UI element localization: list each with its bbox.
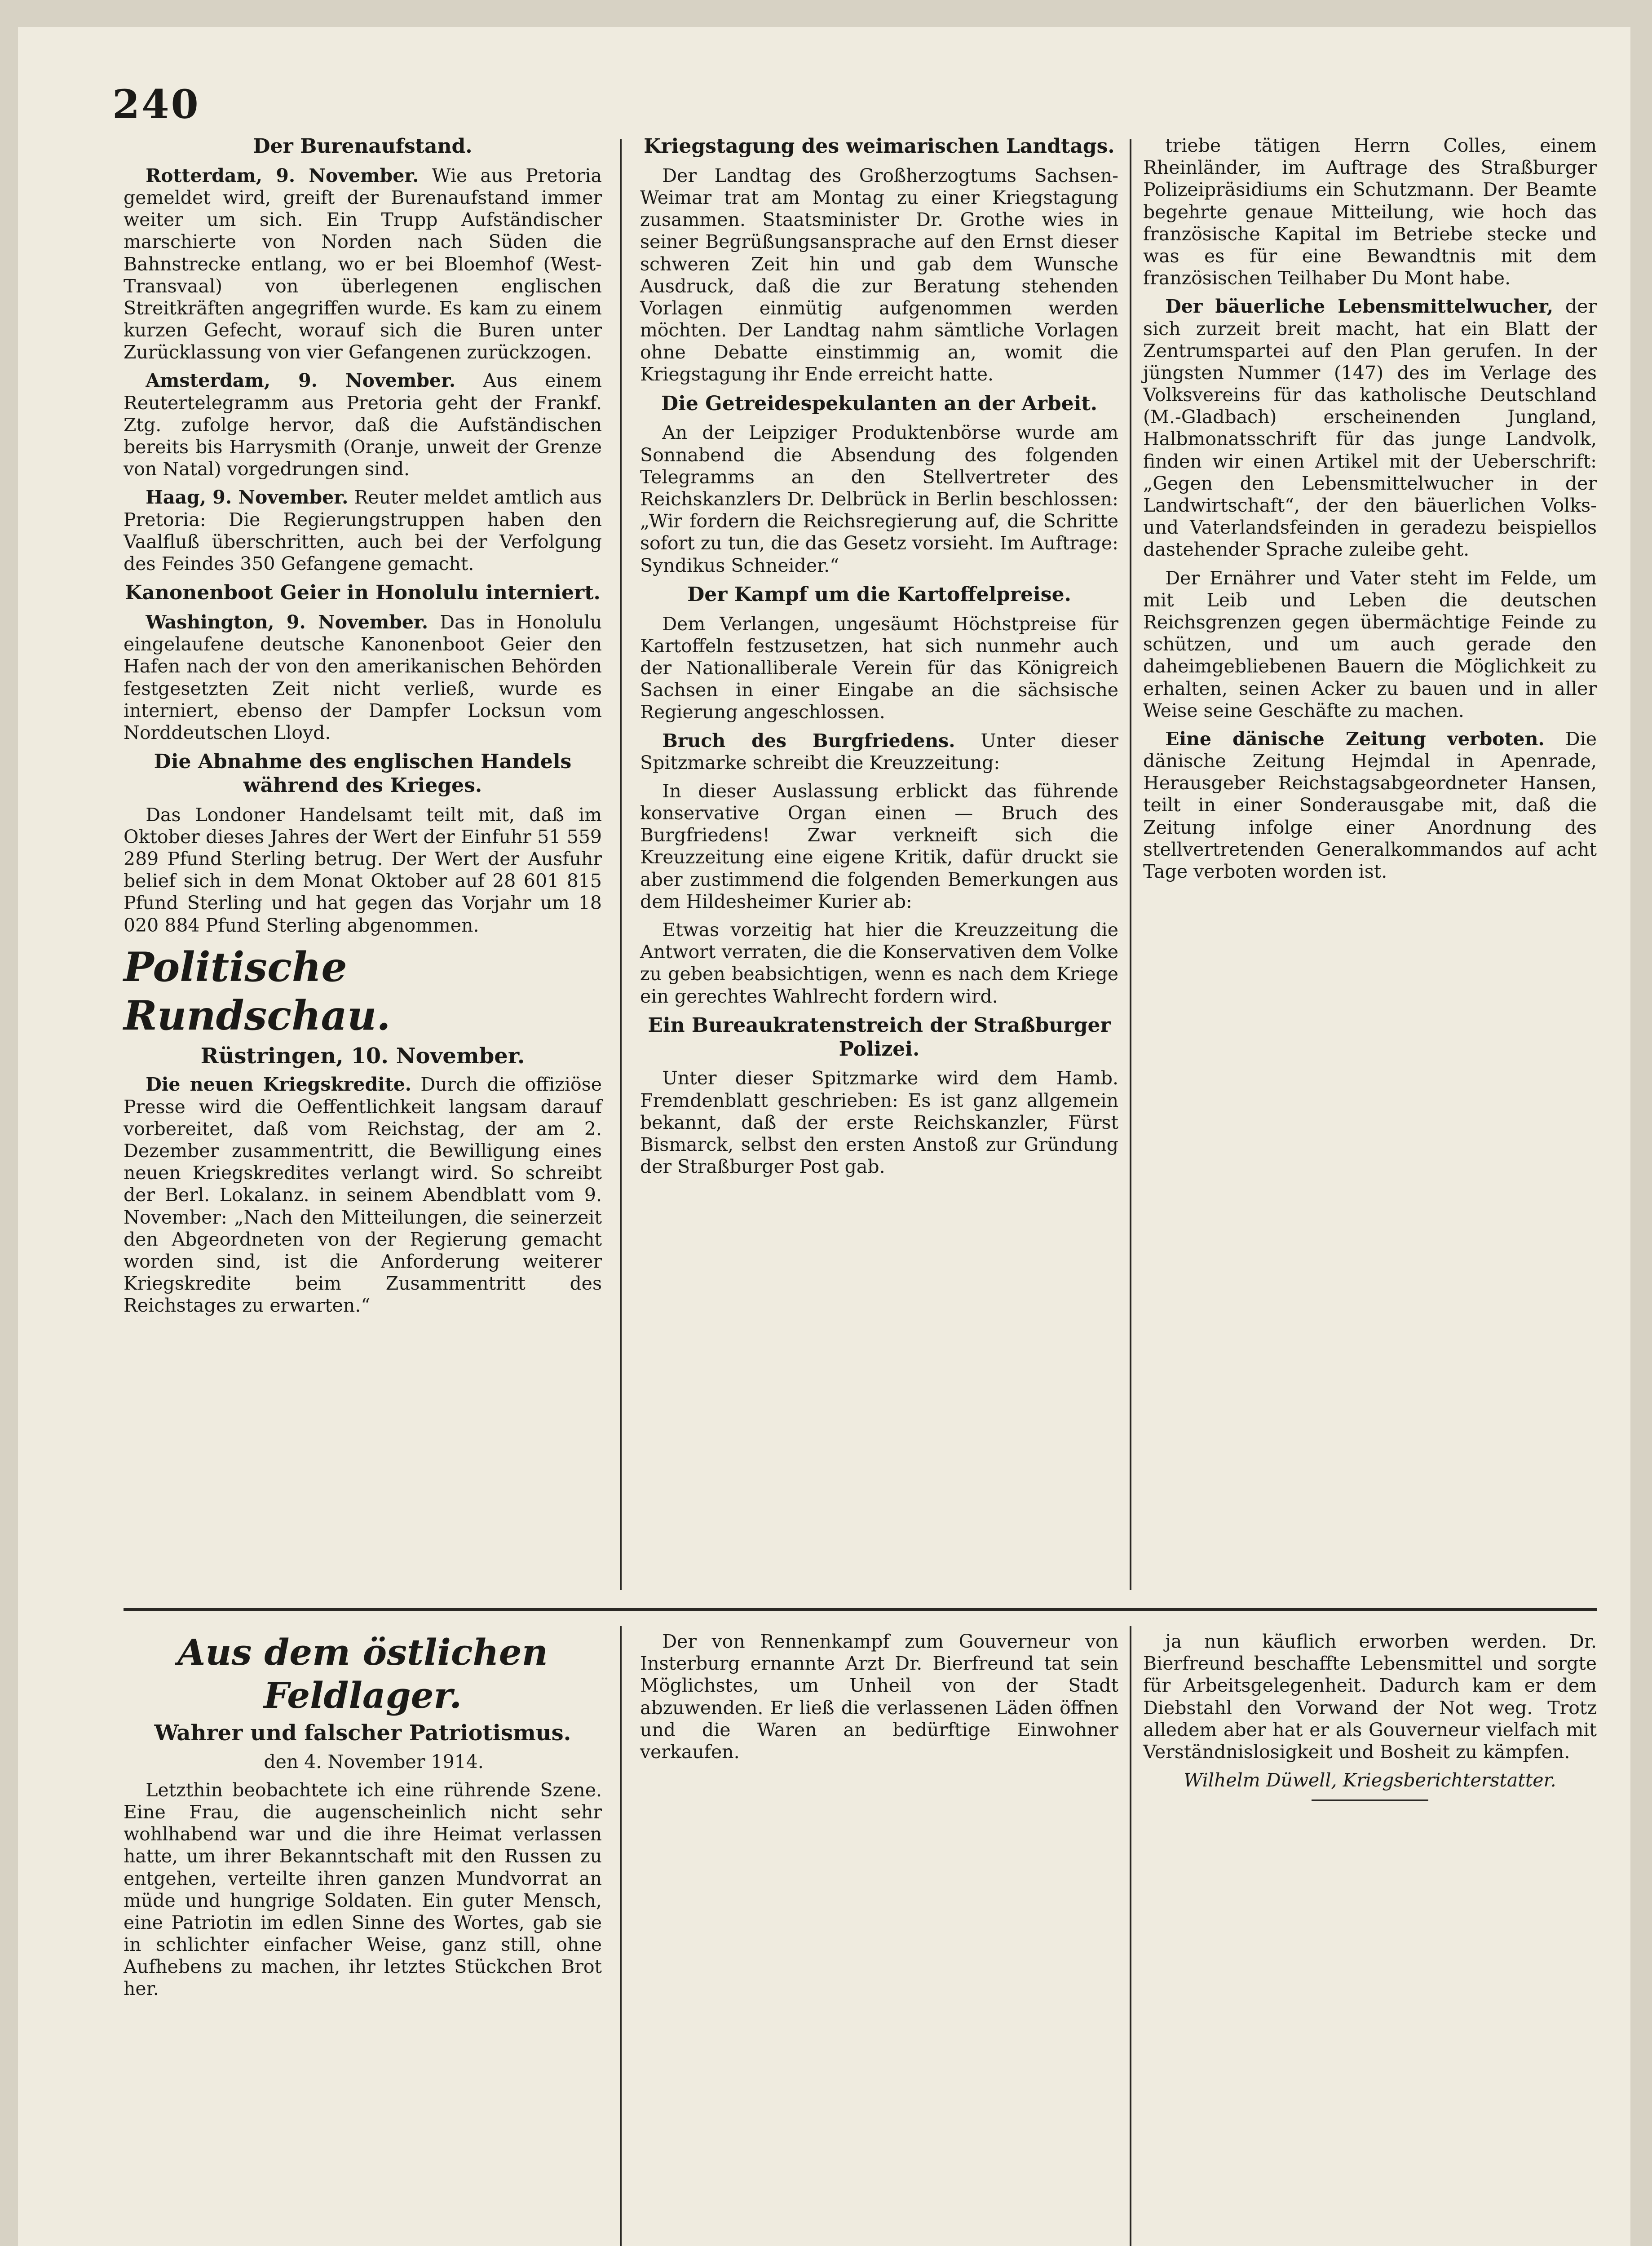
article-text: Der Ernährer und Vater steht im Felde, um mit Leib und Leben die deutschen Reichsgrenzen gegen übermächtige Feinde zu schützen, und um auch gerade den daheimgebliebenen Bauern die Möglichkeit zu erhalten, seinen Acker zu bauen und in aller Weise seine Geschäfte zu machen. xyxy=(1143,567,1597,721)
page-number: 240 xyxy=(112,81,200,128)
dateline: Washington, 9. November. xyxy=(146,611,428,633)
article-text: In dieser Auslassung erblickt das führende konservative Organ einen — Bruch des Burgfriedens! Zwar verkneift sich die Kreuzzeitung eine eigene Kritik, dafür druckt sie aber zustimmend die folgenden Bemerkungen aus dem Hildesheimer Kurier ab: xyxy=(640,780,1118,912)
column-3 xyxy=(1143,135,1597,889)
headline-daenische-zeitung: Eine dänische Zeitung verboten. xyxy=(1165,728,1545,750)
headline-burgfrieden: Bruch des Burgfriedens. xyxy=(662,730,955,752)
headline-geier: Kanonenboot Geier in Honolulu interniert. xyxy=(125,581,601,605)
dateline: Rotterdam, 9. November. xyxy=(146,164,419,186)
lower-column-3 xyxy=(1143,1631,1597,1801)
article-text: Dem Verlangen, ungesäumt Höchstpreise für Kartoffeln festzusetzen, hat sich nunmehr auch der Nationalliberale Verein für das Königreich Sachsen in einer Eingabe an die sächsische Regierung angeschlossen. xyxy=(640,613,1118,723)
column-divider xyxy=(1130,139,1131,1590)
feldlager-dateline: den 4. November 1914. xyxy=(264,1751,484,1773)
feldlager-headline: Aus dem östlichen Feldlager. xyxy=(177,1631,548,1716)
newspaper-page xyxy=(18,27,1630,2246)
end-rule xyxy=(1312,1799,1428,1801)
column-2 xyxy=(640,135,1118,1184)
article-text: Unter dieser Spitzmarke wird dem Hamb. Fremdenblatt geschrieben: Es ist ganz allgemein bekannt, daß der erste Reichskanzler, Fürst Bismarck, selbst den ersten Anstoß zur Gründung der Straßburger Post gab. xyxy=(640,1067,1118,1178)
article-text: Das Londoner Handelsamt teilt mit, daß im Oktober dieses Jahres der Wert der Einfuhr 51 559 289 Pfund Sterling betrug. Der Wert der Ausfuhr belief sich in dem Monat Oktober auf 28 601 815 Pfund Sterling und hat gegen das Vorjahr um 18 020 884 Pfund Sterling abgenommen. xyxy=(124,804,602,936)
article-text: An der Leipziger Produktenbörse wurde am Sonnabend die Absendung des folgenden Telegramms an den Stellvertreter des Reichskanzlers Dr. Delbrück in Berlin beschlossen: „Wir fordern die Reichsregierung auf, die Schritte sofort zu tun, die das Gesetz vorsieht. Im Auftrage: Syndikus Schneider.“ xyxy=(640,422,1118,576)
section-dateline: Rüstringen, 10. November. xyxy=(200,1043,525,1069)
headline-getreide: Die Getreidespekulanten an der Arbeit. xyxy=(661,392,1098,415)
article-text: Wie aus Pretoria gemeldet wird, greift der Burenaufstand immer weiter um sich. Ein Trupp Aufständischer marschierte von Norden nach Süden die Bahnstrecke entlang, wo er bei Bloemhof (West-Transvaal) von überlegenen englischen Streitkräften angegriffen wurde. Es kam zu einem kurzen Gefecht, worauf sich die Buren unter Zurücklassung von vier Gefangenen zurückzogen. xyxy=(124,164,602,363)
headline-kriegskredite: Die neuen Kriegskredite. xyxy=(146,1074,412,1096)
article-text: Unter dieser Spitzmarke schreibt die Kreuzzeitung: xyxy=(640,730,1118,774)
column-divider xyxy=(620,139,622,1590)
article-text: der sich zurzeit breit macht, hat ein Blatt der Zentrumspartei auf den Plan gerufen. In der jüngsten Nummer (147) des im Verlage des Volksvereins für das katholische Deutschland (M.-Gladbach) erscheinenden Jungland, Halbmonatsschrift für das junge Landvolk, finden wir einen Artikel mit der Ueberschrift: „Gegen den Lebensmittelwucher in der Landwirtschaft“, der den bäuerlichen Volks- und Vaterlandsfeinden in geradezu beispiellos dastehender Sprache zuleibe geht. xyxy=(1143,296,1597,561)
column-1 xyxy=(124,135,602,1323)
author-signature: Wilhelm Düwell, Kriegsberichterstatter. xyxy=(1184,1769,1556,1791)
section-title: Politische Rundschau. xyxy=(124,943,391,1039)
headline-kartoffelpreise: Der Kampf um die Kartoffelpreise. xyxy=(687,583,1071,606)
article-text: Reuter meldet amtlich aus Pretoria: Die Regierungstruppen haben den Vaalfluß überschritten, auch bei der Verfolgung des Feindes 350 Gefangene gemacht. xyxy=(124,486,602,575)
feldlager-subhead: Wahrer und falscher Patriotismus. xyxy=(154,1720,571,1746)
article-text: triebe tätigen Herrn Colles, einem Rheinländer, im Auftrage des Straßburger Polizeipräsidiums ein Schutzmann. Der Beamte begehrte genaue Mitteilung, wie hoch das französische Kapital im Betriebe stecke und was es für eine Bewandtnis mit dem französischen Teilhaber Du Mont habe. xyxy=(1143,135,1597,289)
lower-column-2 xyxy=(640,1631,1118,1769)
column-divider xyxy=(620,1626,622,2246)
lower-column-1 xyxy=(124,1631,602,2007)
section-rule xyxy=(124,1608,1597,1611)
article-text: Durch die offiziöse Presse wird die Oeffentlichkeit langsam darauf vorbereitet, daß vom Reichstag, der am 2. Dezember zusammentritt, die Bewilligung eines neuen Kriegskredites verlangt wird. So schreibt der Berl. Lokalanz. in seinem Abendblatt vom 9. November: „Nach den Mitteilungen, die seinerzeit den Abgeordneten von der Regierung gemacht worden sind, ist die Anforderung weiterer Kriegskredite beim Zusammentritt des Reichstages zu erwarten.“ xyxy=(124,1074,602,1317)
article-text: Das in Honolulu eingelaufene deutsche Kanonenboot Geier den Hafen nach der von den amerikanischen Behörden festgesetzten Zeit nicht verließ, wurde es interniert, ebenso der Dampfer Locksun vom Norddeutschen Lloyd. xyxy=(124,611,602,743)
headline-lebensmittelwucher: Der bäuerliche Lebensmittelwucher, xyxy=(1165,296,1554,318)
article-text: ja nun käuflich erworben werden. Dr. Bierfreund beschaffte Lebensmittel und sorgte für Arbeitsgelegenheit. Dadurch kam er dem Diebstahl den Vorwand der Not weg. Trotz alledem aber hat er als Gouverneur vielfach mit Verständnislosigkeit und Bosheit zu kämpfen. xyxy=(1143,1631,1597,1763)
headline-weimar: Kriegstagung des weimarischen Landtags. xyxy=(644,135,1115,158)
article-text: Der Landtag des Großherzogtums Sachsen-Weimar trat am Montag zu einer Kriegstagung zusammen. Staatsminister Dr. Grothe wies in seiner Begrüßungsansprache auf den Ernst dieser schweren Zeit hin und gab dem Wunsche Ausdruck, daß die zur Beratung stehenden Vorlagen einmütig aufgenommen werden möchten. Der Landtag nahm sämtliche Vorlagen ohne Debatte einstimmig an, womit die Kriegstagung ihr Ende erreicht hatte. xyxy=(640,164,1118,385)
dateline: Amsterdam, 9. November. xyxy=(146,370,456,392)
dateline: Haag, 9. November. xyxy=(146,486,349,508)
column-divider xyxy=(1130,1626,1131,2246)
headline-burenaufstand: Der Burenaufstand. xyxy=(253,135,473,158)
article-text: Der von Rennenkampf zum Gouverneur von Insterburg ernannte Arzt Dr. Bierfreund tat sein Möglichstes, um Unheil von der Stadt abzuwenden. Er ließ die verlassenen Läden öffnen und die Waren an bedürftige Einwohner verkaufen. xyxy=(640,1631,1118,1763)
headline-strassburger-polizei: Ein Bureaukratenstreich der Straßburger Polizei. xyxy=(648,1013,1111,1061)
headline-englischer-handel: Die Abnahme des englischen Handels während des Krieges. xyxy=(154,750,572,797)
article-text: Die dänische Zeitung Hejmdal in Apenrade, Herausgeber Reichstagsabgeordneter Hansen, teilt in einer Sonderausgabe mit, daß die Zeitung infolge einer Anordnung des stellvertretenden Generalkommandos auf acht Tage verboten worden ist. xyxy=(1143,728,1597,882)
article-text: Aus einem Reutertelegramm aus Pretoria geht der Frankf. Ztg. zufolge hervor, daß die Aufständischen bereits bis Harrysmith (Oranje, unweit der Grenze von Natal) vorgedrungen sind. xyxy=(124,370,602,480)
article-text: Etwas vorzeitig hat hier die Kreuzzeitung die Antwort verraten, die die Konservativen dem Volke zu geben beabsichtigen, wenn es nach dem Kriege ein gerechtes Wahlrecht fordern wird. xyxy=(640,919,1118,1007)
article-text: Letzthin beobachtete ich eine rührende Szene. Eine Frau, die augenscheinlich nicht sehr wohlhabend war und die ihre Heimat verlassen hatte, um ihrer Bekanntschaft mit den Russen zu entgehen, verteilte ihren ganzen Mundvorrat an müde und hungrige Soldaten. Ein guter Mensch, eine Patriotin im edlen Sinne des Wortes, gab sie in schlichter einfacher Weise, ganz still, ohne Aufhebens zu machen, ihr letztes Stückchen Brot her. xyxy=(124,1779,602,2000)
